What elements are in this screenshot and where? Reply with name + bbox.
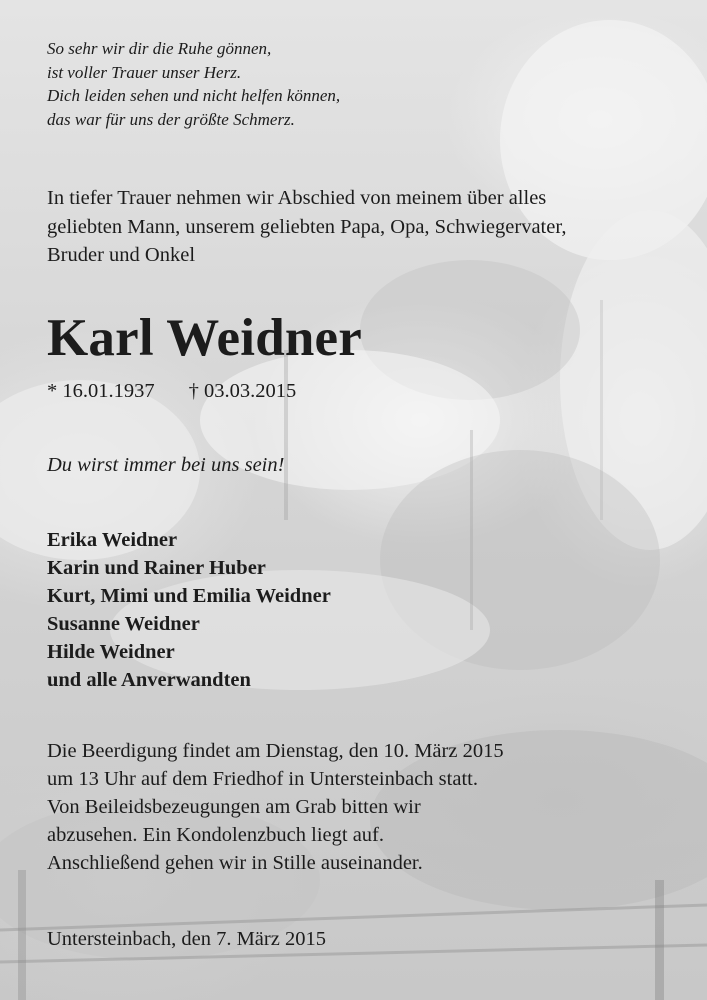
funeral-line: um 13 Uhr auf dem Friedhof in Untersteinbach statt. — [47, 768, 478, 790]
death-date: † 03.03.2015 — [188, 380, 297, 402]
mourner: und alle Anverwandten — [47, 669, 251, 691]
mourner: Erika Weidner — [47, 529, 178, 551]
funeral-line: Von Beileidsbezeugungen am Grab bitten wir — [47, 796, 421, 818]
funeral-line: Die Beerdigung findet am Dienstag, den 10. März 2015 — [47, 740, 504, 762]
poem — [47, 37, 340, 131]
mourners-list — [47, 526, 331, 694]
funeral-line: Anschließend gehen wir in Stille auseinander. — [47, 852, 423, 874]
poem-line: das war für uns der größte Schmerz. — [47, 109, 295, 129]
birth-date: * 16.01.1937 — [47, 380, 155, 402]
poem-line: So sehr wir dir die Ruhe gönnen, — [47, 39, 272, 58]
mourner: Kurt, Mimi und Emilia Weidner — [47, 585, 331, 607]
mourner: Karin und Rainer Huber — [47, 557, 266, 579]
intro-text — [47, 184, 566, 270]
poem-line: ist voller Trauer unser Herz. — [47, 62, 242, 82]
intro-line: In tiefer Trauer nehmen wir Abschied von meinem über alles — [47, 187, 547, 209]
funeral-line: abzusehen. Ein Kondolenzbuch liegt auf. — [47, 824, 384, 846]
intro-line: geliebten Mann, unserem geliebten Papa, Opa, Schwiegervater, — [47, 215, 567, 238]
intro-line: Bruder und Onkel — [47, 244, 196, 266]
place-and-date: Untersteinbach, den 7. März 2015 — [47, 928, 326, 950]
deceased-name: Karl Weidner — [47, 309, 362, 367]
mourner: Hilde Weidner — [47, 641, 175, 663]
motto: Du wirst immer bei uns sein! — [47, 454, 285, 476]
funeral-info — [47, 737, 504, 877]
poem-line: Dich leiden sehen und nicht helfen können, — [47, 86, 341, 105]
life-dates — [47, 378, 296, 404]
mourner: Susanne Weidner — [47, 613, 200, 635]
